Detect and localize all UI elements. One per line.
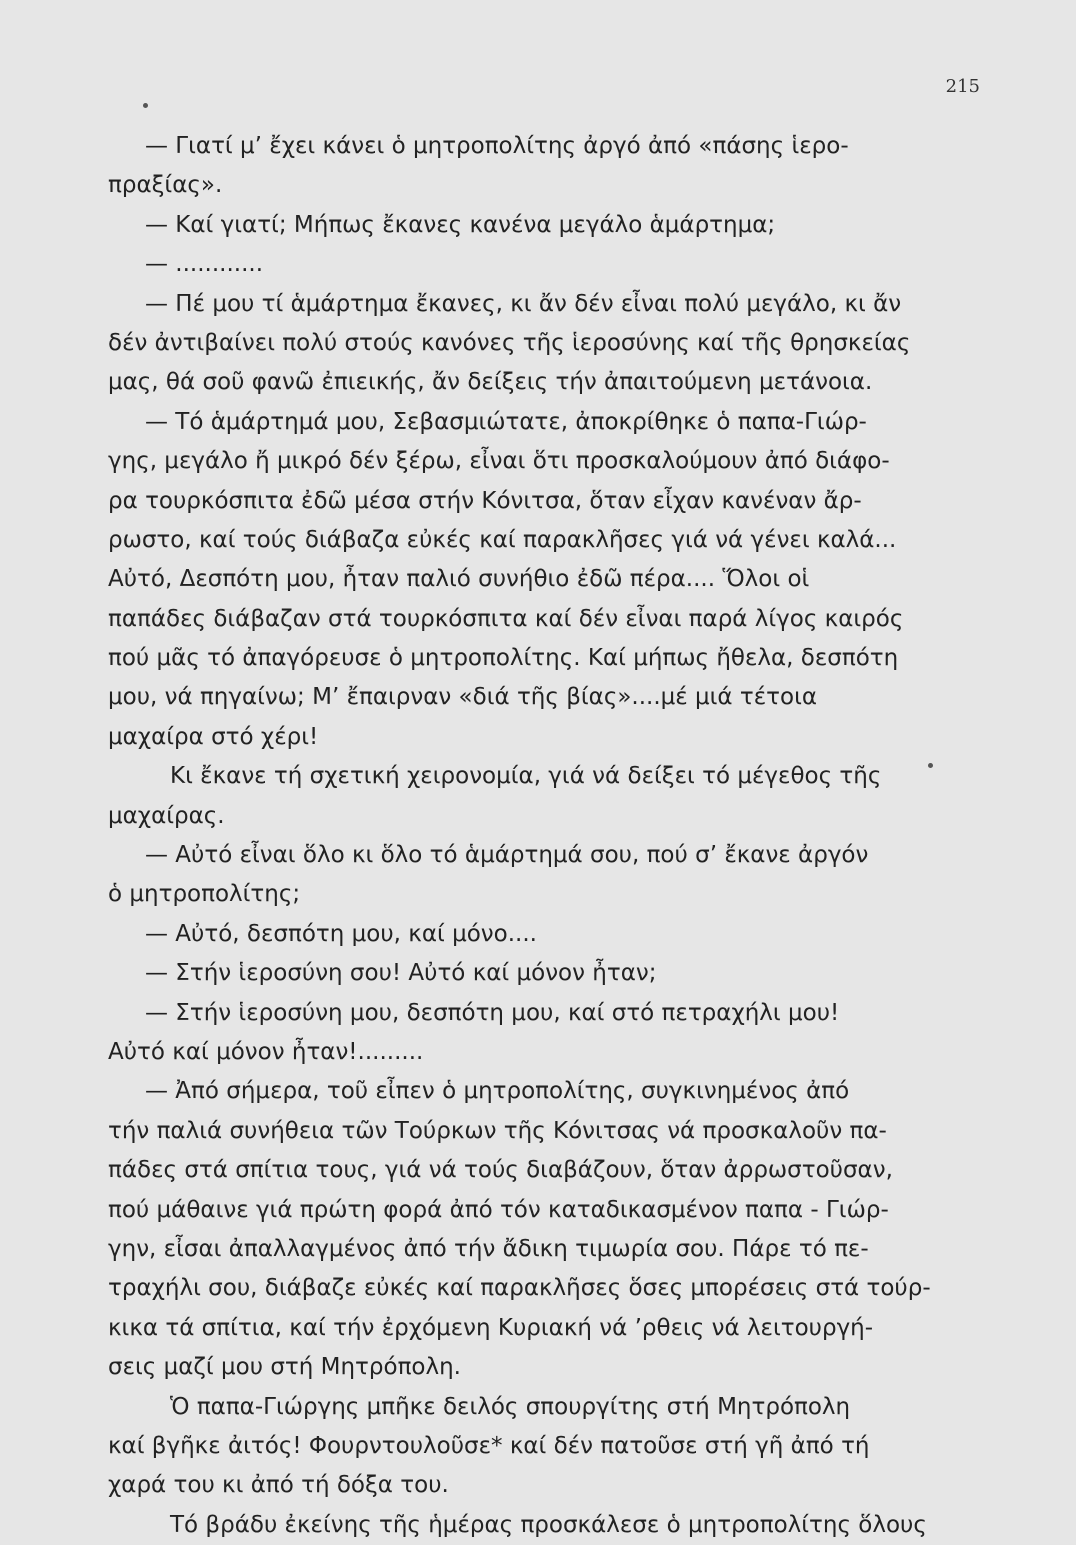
text-line: μας, θά σοῦ φανῶ ἐπιεικής, ἄν δείξεις τήν ἀπαιτούμενη μετάνοια. [108,369,873,396]
text-line: Αὐτό καί μόνον ἦταν!......... [108,1038,424,1065]
text-line: — ............ [145,251,264,278]
text-line: — Στήν ἱεροσύνη μου, δεσπότη μου, καί στό πετραχήλι μου! [145,999,840,1026]
text-line: — Ἀπό σήμερα, τοῦ εἶπεν ὁ μητροπολίτης, συγκινημένος ἀπό [145,1078,850,1105]
text-line: πού μᾶς τό ἀπαγόρευσε ὁ μητροπολίτης. Καί μήπως ἤθελα, δεσπότη [108,645,899,672]
ink-speck [143,103,148,108]
text-line: μου, νά πηγαίνω; Μ’ ἔπαιρναν «διά τῆς βίας»....μέ μιά τέτοια [108,684,818,711]
text-line: — Πέ μου τί ἁμάρτημα ἔκανες, κι ἄν δέν εἶναι πολύ μεγάλο, κι ἄν [145,290,902,317]
text-line: μαχαίρας. [108,802,225,829]
text-line: καί βγῆκε ἀιτός! Φουρντουλοῦσε* καί δέν πατοῦσε στή γῆ ἀπό τή [108,1432,870,1459]
text-line: ρωστο, καί τούς διάβαζα εὐκές καί παρακλῆσες γιά νά γένει καλά... [108,526,897,553]
text-line: Τό βράδυ ἐκείνης τῆς ἡμέρας προσκάλεσε ὁ μητροπολίτης ὅλους [170,1511,927,1538]
text-line: πού μάθαινε γιά πρώτη φορά ἀπό τόν καταδικασμένον παπα - Γιώρ- [108,1196,889,1223]
text-line: μαχαίρα στό χέρι! [108,723,319,750]
ink-speck [928,763,933,768]
text-line: πάδες στά σπίτια τους, γιά νά τούς διαβάζουν, ὅταν ἀρρωστοῦσαν, [108,1157,893,1184]
text-line: παπάδες διάβαζαν στά τουρκόσπιτα καί δέν εἶναι παρά λίγος καιρός [108,605,904,632]
text-line: γην, εἶσαι ἀπαλλαγμένος ἀπό τήν ἄδικη τιμωρία σου. Πάρε τό πε- [108,1235,869,1262]
text-line: κικα τά σπίτια, καί τήν ἐρχόμενη Κυριακή νά ’ρθεις νά λειτουργή- [108,1314,874,1341]
page-number: 215 [945,76,980,97]
text-line: πραξίας». [108,172,223,199]
text-line: — Αὐτό, δεσπότη μου, καί μόνο.... [145,920,537,947]
text-line: δέν ἀντιβαίνει πολύ στούς κανόνες τῆς ἱεροσύνης καί τῆς θρησκείας [108,329,911,356]
text-line: — Τό ἁμάρτημά μου, Σεβασμιώτατε, ἀποκρίθηκε ὁ παπα-Γιώρ- [145,408,867,435]
text-line: — Καί γιατί; Μήπως ἔκανες κανένα μεγάλο ἁμάρτημα; [145,211,776,238]
text-line: σεις μαζί μου στή Μητρόπολη. [108,1354,461,1381]
text-line: χαρά του κι ἀπό τή δόξα του. [108,1472,449,1499]
text-line: — Στήν ἱεροσύνη σου! Αὐτό καί μόνον ἦταν; [145,960,657,987]
text-line: τήν παλιά συνήθεια τῶν Τούρκων τῆς Κόνιτσας νά προσκαλοῦν πα- [108,1117,887,1144]
body-text [108,127,964,1545]
text-line: — Γιατί μ’ ἔχει κάνει ὁ μητροπολίτης ἀργό ἀπό «πάσης ἱερο- [145,133,849,159]
text-line: ρα τουρκόσπιτα ἐδῶ μέσα στήν Κόνιτσα, ὅταν εἶχαν κανέναν ἄρ- [108,487,862,514]
text-line: γης, μεγάλο ἤ μικρό δέν ξέρω, εἶναι ὅτι προσκαλούμουν ἀπό διάφο- [108,448,890,475]
text-line: Κι ἔκανε τή σχετική χειρονομία, γιά νά δείξει τό μέγεθος τῆς [170,763,882,790]
text-line: — Αὐτό εἶναι ὅλο κι ὅλο τό ἁμάρτημά σου, πού σ’ ἔκανε ἀργόν [145,842,869,869]
text-line: ὁ μητροπολίτης; [108,881,301,908]
text-line: Ὁ παπα-Γιώργης μπῆκε δειλός σπουργίτης στή Μητρόπολη [170,1393,851,1420]
text-line: τραχήλι σου, διάβαζε εὐκές καί παρακλῆσες ὅσες μπορέσεις στά τούρ- [108,1275,931,1302]
text-line: Αὐτό, Δεσπότη μου, ἦταν παλιό συνήθιο ἐδῶ πέρα.... Ὅλοι οἱ [108,566,810,593]
